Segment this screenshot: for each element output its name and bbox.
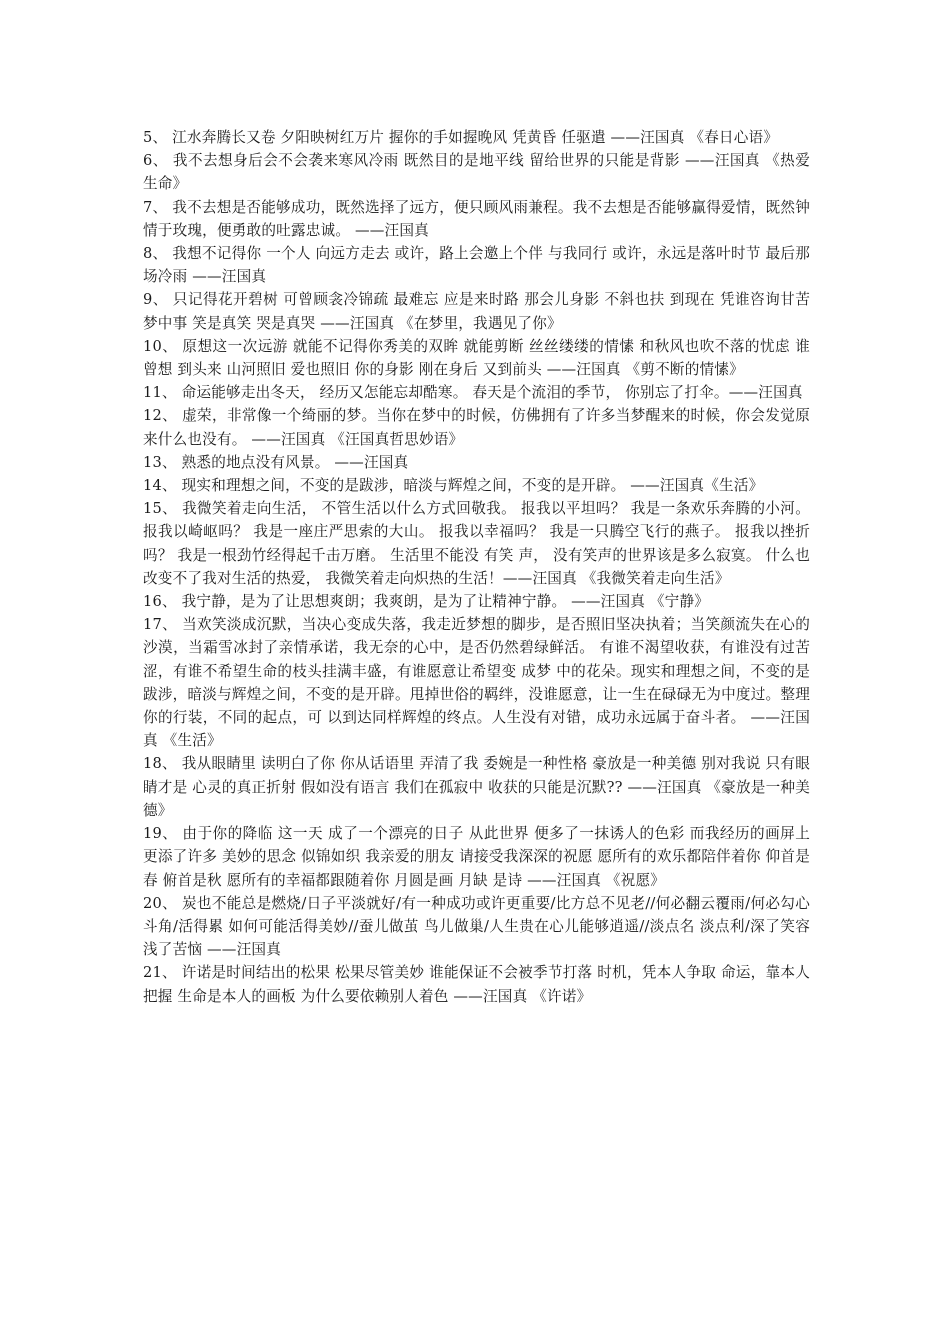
quote-entry-6: 6、 我不去想身后会不会袭来寒风冷雨 既然目的是地平线 留给世界的只能是背影 ——汪国真 《热爱生命》 bbox=[143, 152, 810, 193]
quote-entry-18: 18、 我从眼睛里 读明白了你 你从话语里 弄清了我 委婉是一种性格 豪放是一种美德 别对我说 只有眼睛才是 心灵的真正折射 假如没有语言 我们在孤寂中 收获的只能是沉默?? ——汪国真 《豪放是一种美德》 bbox=[143, 755, 810, 819]
quote-entry-10: 10、 原想这一次远游 就能不记得你秀美的双眸 就能剪断 丝丝缕缕的情愫 和秋风也吹不落的忧虑 谁曾想 到头来 山河照旧 爱也照旧 你的身影 刚在身后 又到前头 ——汪国真 《剪不断的情愫》 bbox=[143, 337, 810, 379]
quote-entry-13: 13、 熟悉的地点没有风景。 ——汪国真 bbox=[143, 453, 409, 471]
quote-entry-21: 21、 许诺是时间结出的松果 松果尽管美妙 谁能保证不会被季节打落 时机，凭本人争取 命运，靠本人把握 生命是本人的画板 为什么要依赖别人着色 ——汪国真 《许诺》 bbox=[143, 964, 810, 1005]
quote-entry-17: 17、 当欢笑淡成沉默，当决心变成失落，我走近梦想的脚步，是否照旧坚决执着；当笑颜流失在心的沙漠，当霜雪冰封了亲情承诺，我无奈的心中，是否仍然碧绿鲜活。 有谁不渴望收获，有谁没有过苦涩，有谁不希望生命的枝头挂满丰盛，有谁愿意让希望变 成梦 中的花朵。现实和理想之间，不变的是跋涉，暗淡与辉煌之间，不变的是开辟。甩掉世俗的羁绊，没谁愿意，让一生在碌碌无为中度过。整理你的行装，不同的起点，可 以到达同样辉煌的终点。人生没有对错，成功永远属于奋斗者。 ——汪国真 《生活》 bbox=[143, 616, 810, 750]
quote-entry-11: 11、 命运能够走出冬天， 经历又怎能忘却酷寒。 春天是个流泪的季节， 你别忘了打伞。——汪国真 bbox=[143, 384, 803, 402]
quote-entry-7: 7、 我不去想是否能够成功，既然选择了远方，便只顾风雨兼程。我不去想是否能够赢得爱情，既然钟情于玫瑰，便勇敢的吐露忠诚。 ——汪国真 bbox=[143, 198, 810, 239]
quote-entry-5: 5、 江水奔腾长又卷 夕阳映树红万片 握你的手如握晚风 凭黄昏 任驱遣 ——汪国真 《春日心语》 bbox=[143, 129, 779, 146]
quote-entry-15: 15、 我微笑着走向生活， 不管生活以什么方式回敬我。 报我以平坦吗？ 我是一条欢乐奔腾的小河。 报我以崎岖吗？ 我是一座庄严思索的大山。 报我以幸福吗？ 我是一只腾空飞行的燕子。 报我以挫折吗？ 我是一根劲竹经得起千击万磨。 生活里不能没 有笑 声， 没有笑声的世界该是多么寂寞。 什么也改变不了我对生活的热爱， 我微笑着走向炽热的生活！——汪国真 《我微笑着走向生活》 bbox=[143, 500, 810, 587]
quote-entry-8: 8、 我想不记得你 一个人 向远方走去 或许，路上会邀上个伴 与我同行 或许，永远是落叶时节 最后那场冷雨 ——汪国真 bbox=[143, 245, 810, 286]
document-page bbox=[143, 126, 810, 1008]
quote-entry-16: 16、 我宁静，是为了让思想爽朗；我爽朗，是为了让精神宁静。 ——汪国真 《宁静》 bbox=[143, 593, 710, 611]
quote-entry-9: 9、 只记得花开碧树 可曾顾衾冷锦疏 最难忘 应是来时路 那会儿身影 不斜也扶 到现在 凭谁咨询甘苦 梦中事 笑是真笑 哭是真哭 ——汪国真 《在梦里，我遇见了你》 bbox=[143, 291, 810, 332]
quote-entry-12: 12、 虚荣，非常像一个绮丽的梦。当你在梦中的时候，仿佛拥有了许多当梦醒来的时候，你会发觉原来什么也没有。 ——汪国真 《汪国真哲思妙语》 bbox=[143, 407, 810, 448]
quote-entry-20: 20、 炭也不能总是燃烧/日子平淡就好/有一种成功或许更重要/比方总不见老//何必翻云覆雨/何必勾心斗角/活得累 如何可能活得美妙//蚕儿做茧 鸟儿做巢/人生贵在心儿能够逍遥//淡点名 淡点利/深了笑容 浅了苦恼 ——汪国真 bbox=[143, 894, 810, 959]
quote-entry-19: 19、 由于你的降临 这一天 成了一个漂亮的日子 从此世界 便多了一抹诱人的色彩 而我经历的画屏上 更添了许多 美妙的思念 似锦如织 我亲爱的朋友 请接受我深深的祝愿 愿所有的欢乐都陪伴着你 仰首是春 俯首是秋 愿所有的幸福都跟随着你 月圆是画 月缺 是诗 ——汪国真 《祝愿》 bbox=[143, 825, 810, 889]
quote-entry-14: 14、 现实和理想之间，不变的是跋涉，暗淡与辉煌之间，不变的是开辟。 ——汪国真《生活》 bbox=[143, 477, 764, 495]
